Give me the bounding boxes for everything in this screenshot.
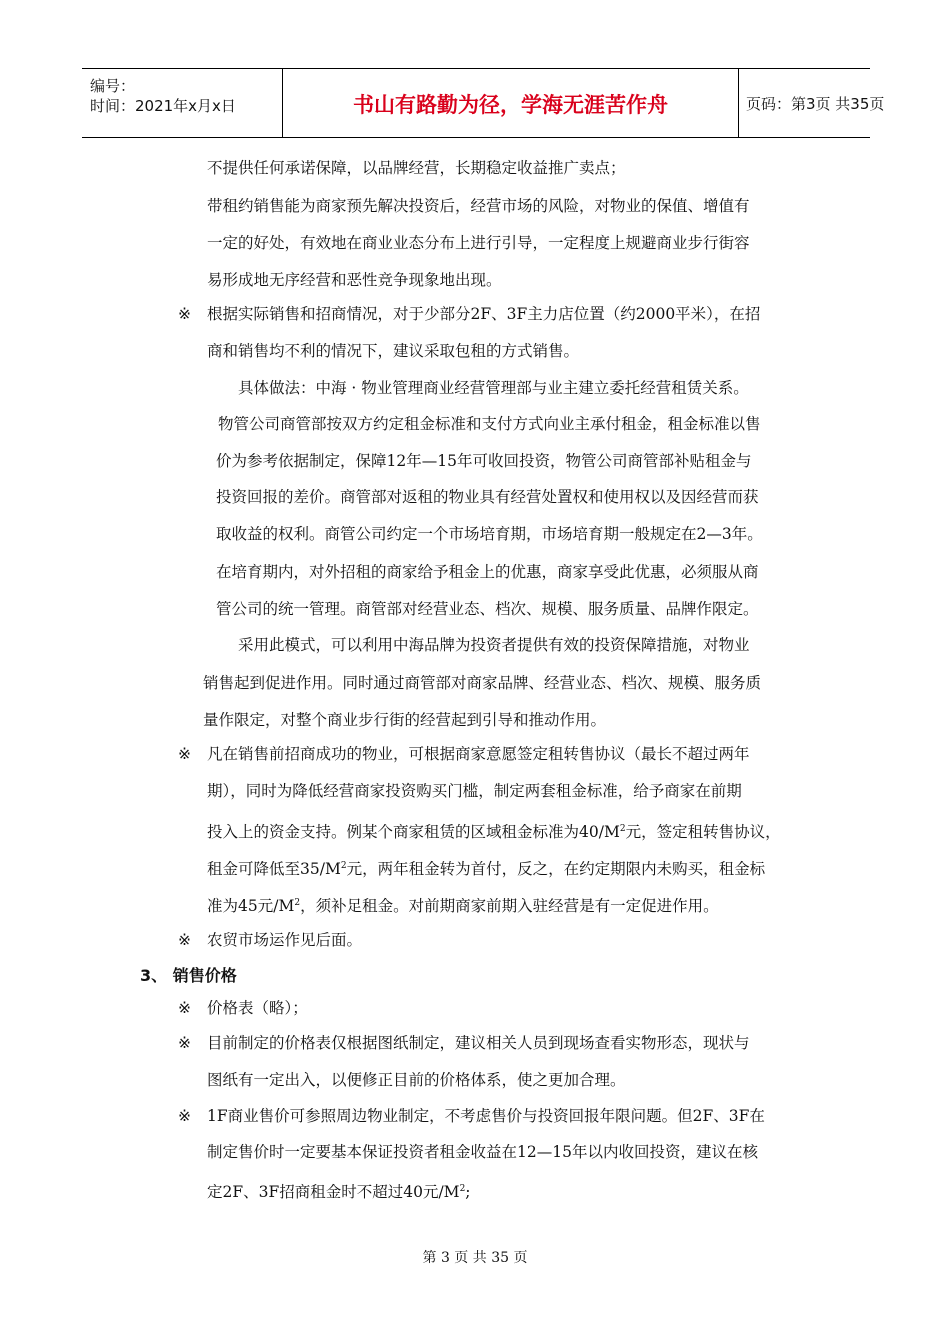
body-line: 准为45元$/M^2$，须补足租金。对前期商家前期入驻经营是有一定促进作用。 [207,897,719,915]
page-footer: 第 3 页 共 35 页 [422,1250,528,1266]
body-line: 取收益的权利。商管公司约定一个市场培育期，市场培育期一般规定在2—3年。 [216,525,763,543]
body-line: 在培育期内，对外招租的商家给予租金上的优惠，商家享受此优惠，必须服从商 [216,563,759,581]
body-line: 量作限定，对整个商业步行街的经营起到引导和推动作用。 [203,711,607,729]
section-heading: 3、 销售价格 [140,966,237,985]
motto: 书山有路勤为径，学海无涯苦作舟 [353,93,668,117]
body-line: 目前制定的价格表仅根据图纸制定，建议相关人员到现场查看实物形态，现状与 [207,1034,750,1052]
body-line: 销售起到促进作用。同时通过商管部对商家品牌、经营业态、档次、规模、服务质 [203,674,762,692]
superscript-2: 2 [619,824,626,834]
superscript-2: 2 [340,861,347,871]
body-line: 物管公司商管部按双方约定租金标准和支付方式向业主承付租金，租金标准以售 [218,415,761,433]
body-line: 投资回报的差价。商管部对返租的物业具有经营处置权和使用权以及因经营而获 [216,488,759,506]
header-page-cell [738,69,885,137]
body-line: 凡在销售前招商成功的物业，可根据商家意愿签定租转售协议（最长不超过两年 [207,745,750,763]
body-line: 不提供任何承诺保障，以品牌经营，长期稳定收益推广卖点； [207,159,626,177]
reference-mark: ※ [178,1107,191,1125]
body-line: 投入上的资金支持。例某个商家租赁的区域租金标准为$40/M^2$元，签定租转售协议， [207,823,781,841]
header-meta-cell [82,69,282,137]
reference-mark: ※ [178,999,191,1017]
superscript-2: 2 [459,1184,466,1194]
page-code: 页码：第3页 共35页 [746,95,885,113]
body-line: 一定的好处，有效地在商业业态分布上进行引导，一定程度上规避商业步行街容 [207,234,750,252]
body-line: 管公司的统一管理。商管部对经营业态、档次、规模、服务质量、品牌作限定。 [216,600,759,618]
reference-mark: ※ [178,745,191,763]
reference-mark: ※ [178,1034,191,1052]
reference-mark: ※ [178,931,191,949]
body-line: 定2F、3F招商租金时不超过40元$/M^2$; [207,1183,471,1201]
body-line: 制定售价时一定要基本保证投资者租金收益在12—15年以内收回投资，建议在核 [207,1143,758,1161]
time-label: 时间：2021年x月x日 [90,97,236,115]
body-line: 根据实际销售和招商情况，对于少部分2F、3F主力店位置（约2000平米），在招 [207,305,761,323]
body-line: 易形成地无序经营和恶性竞争现象地出现。 [207,271,502,289]
document-header [82,68,885,138]
body-line: 带租约销售能为商家预先解决投资后，经营市场的风险，对物业的保值、增值有 [207,197,750,215]
reference-mark: ※ [178,305,191,323]
body-line: 采用此模式，可以利用中海品牌为投资者提供有效的投资保障措施，对物业 [238,636,750,654]
number-label: 编号： [90,77,136,95]
body-line: 期），同时为降低经营商家投资购买门槛，制定两套租金标准，给予商家在前期 [207,782,742,800]
superscript-2: 2 [294,898,301,908]
body-line: 价为参考依据制定，保障12年—15年可收回投资，物管公司商管部补贴租金与 [216,452,752,470]
body-line: 1F商业售价可参照周边物业制定，不考虑售价与投资回报年限问题。但2F、3F在 [207,1107,765,1125]
header-motto-cell [282,69,739,137]
body-line: 图纸有一定出入，以便修正目前的价格体系，使之更加合理。 [207,1071,626,1089]
body-line: 商和销售均不利的情况下，建议采取包租的方式销售。 [207,342,580,360]
body-line: 具体做法：中海 · 物业管理商业经营管理部与业主建立委托经营租赁关系。 [238,379,749,397]
body-line: 价格表（略）； [207,999,308,1017]
body-line: 租金可降低至$35/M^2$元，两年租金转为首付，反之，在约定期限内未购买，租金标 [207,860,766,878]
body-line: 农贸市场运作见后面。 [207,931,363,949]
